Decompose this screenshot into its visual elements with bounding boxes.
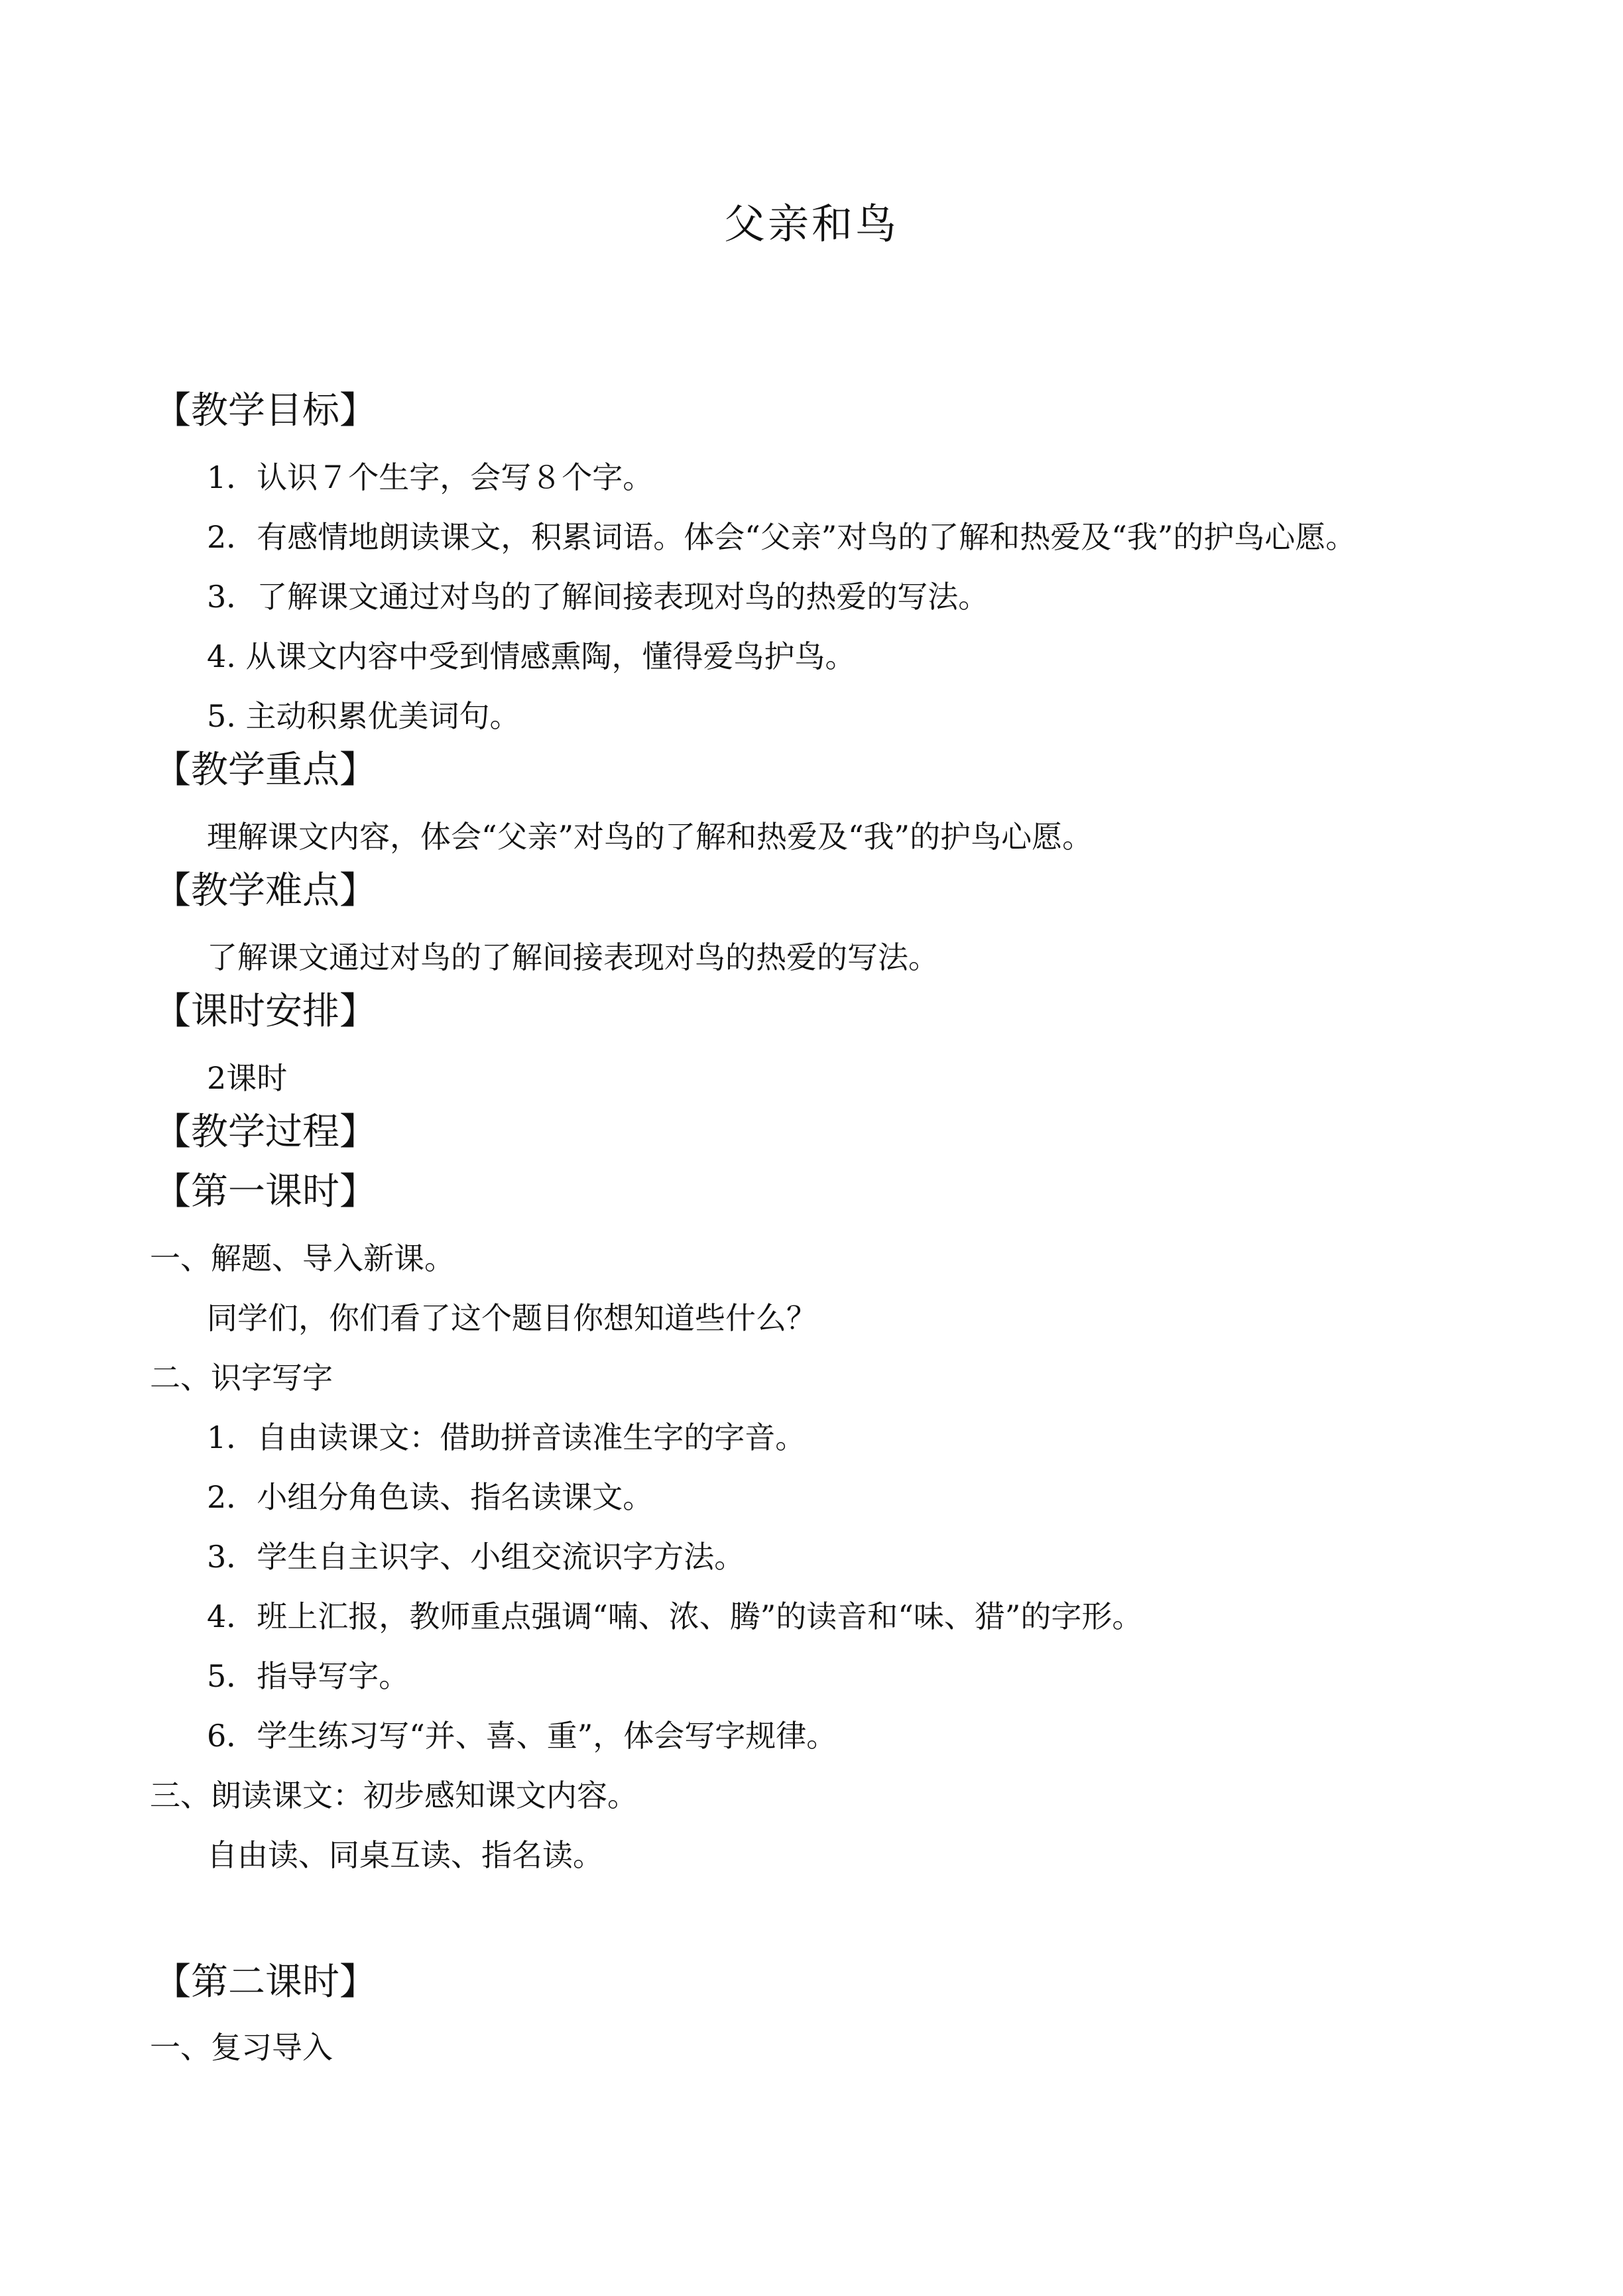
lesson1-section3-title: 三、朗读课文：初步感知课文内容。 xyxy=(150,1778,638,1813)
goal-item: 2．有感情地朗读课文，积累词语。体会“父亲”对鸟的了解和热爱及“我”的护鸟心愿。 xyxy=(207,519,1356,555)
process-heading: 【教学过程】 xyxy=(154,1111,377,1154)
lesson1-section2-item: 4．班上汇报，教师重点强调“喃、浓、腾”的读音和“味、猎”的字形。 xyxy=(207,1599,1143,1634)
key-points-heading: 【教学重点】 xyxy=(154,749,377,792)
lesson1-heading: 【第一课时】 xyxy=(154,1170,377,1213)
goals-heading: 【教学目标】 xyxy=(154,389,377,432)
goal-item: 3．了解课文通过对鸟的了解间接表现对鸟的热爱的写法。 xyxy=(207,579,989,615)
goal-item: 4. 从课文内容中受到情感熏陶，懂得爱鸟护鸟。 xyxy=(207,638,856,674)
schedule-text: 2课时 xyxy=(207,1060,288,1096)
key-points-text: 理解课文内容，体会“父亲”对鸟的了解和热爱及“我”的护鸟心愿。 xyxy=(207,819,1093,855)
lesson1-section1-title: 一、解题、导入新课。 xyxy=(150,1240,455,1276)
lesson1-section2-item: 2．小组分角色读、指名读课文。 xyxy=(207,1479,654,1515)
difficulties-heading: 【教学难点】 xyxy=(154,869,377,912)
page-title: 父亲和鸟 xyxy=(723,200,899,248)
goal-item: 5. 主动积累优美词句。 xyxy=(207,698,520,734)
lesson1-section2-item: 5．指导写字。 xyxy=(207,1658,410,1694)
lesson1-section2-item: 6．学生练习写“并、喜、重”，体会写字规律。 xyxy=(207,1718,837,1754)
lesson2-heading: 【第二课时】 xyxy=(154,1961,377,2004)
lesson1-section2-title: 二、识字写字 xyxy=(150,1360,333,1396)
lesson1-section1-text: 同学们，你们看了这个题目你想知道些什么？ xyxy=(207,1300,817,1336)
difficulties-text: 了解课文通过对鸟的了解间接表现对鸟的热爱的写法。 xyxy=(207,939,939,975)
lesson1-section2-item: 1．自由读课文：借助拼音读准生字的字音。 xyxy=(207,1420,806,1455)
schedule-heading: 【课时安排】 xyxy=(154,990,377,1033)
lesson1-section2-item: 3．学生自主识字、小组交流识字方法。 xyxy=(207,1539,745,1575)
goal-item: 1．认识７个生字，会写８个字。 xyxy=(207,459,654,495)
lesson2-section1-title: 一、复习导入 xyxy=(150,2029,333,2065)
lesson1-section3-text: 自由读、同桌互读、指名读。 xyxy=(207,1837,603,1873)
